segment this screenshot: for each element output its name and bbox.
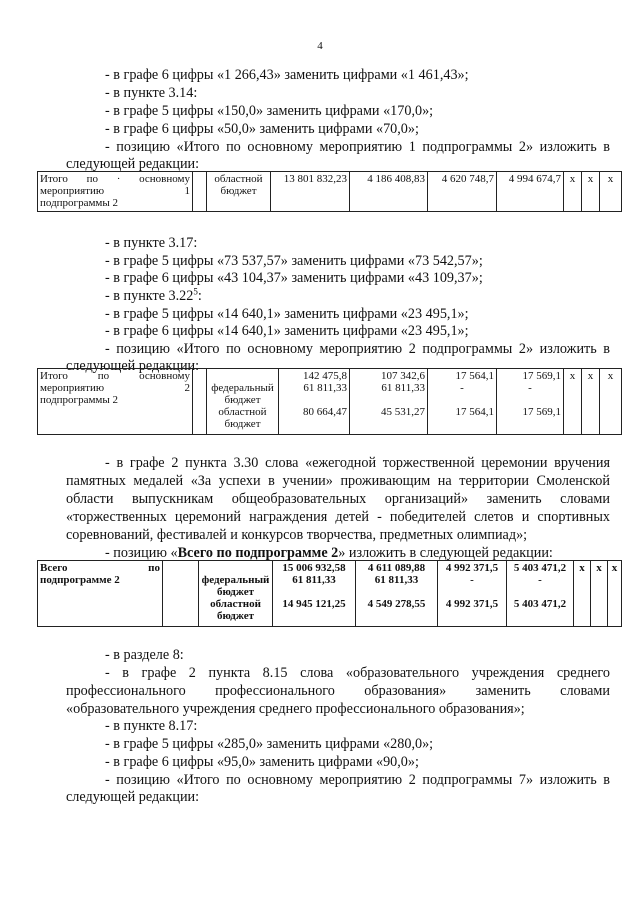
table-row xyxy=(38,369,622,435)
year3-cell: 17 569,1 - 17 569,1 xyxy=(497,369,564,435)
text-line: - позицию «Всего по подпрограмме 2» изложить в следующей редакции: xyxy=(105,545,553,561)
row-title-cell: Итого по основному мероприятию 2 подпрограммы 2 xyxy=(38,369,193,435)
x-cell: х xyxy=(564,172,582,212)
text-line: следующей редакции: xyxy=(66,789,200,805)
text-line: - позицию «Итого по основному мероприятию 2 подпрограммы 7» изложить в xyxy=(105,772,610,788)
year3-cell: 5 403 471,2 - 5 403 471,2 xyxy=(507,561,574,627)
text-line: - в графе 6 цифры «43 104,37» заменить цифрами «43 109,37»; xyxy=(105,270,483,286)
funding-source-cell: областной бюджет xyxy=(207,172,271,212)
text-line: - в пункте 3.22$^5$: xyxy=(105,286,202,304)
text-line: профессионального профессионального образования» заменить словами xyxy=(66,683,610,699)
text-line: - в графе 5 цифры «14 640,1» заменить цифрами «23 495,1»; xyxy=(105,306,469,322)
text-line: области выпускникам общеобразовательных организаций» заменить словами xyxy=(66,491,610,507)
text-line: - в пункте 8.17: xyxy=(105,718,198,734)
x-cell: х xyxy=(582,172,600,212)
text-line: - в графе 6 цифры «14 640,1» заменить цифрами «23 495,1»; xyxy=(105,323,469,339)
x-cell: х xyxy=(608,561,622,627)
table-subtotal-activity-1 xyxy=(37,171,622,212)
row-title-cell: Всего по подпрограмме 2 xyxy=(38,561,163,627)
year1-cell: 107 342,6 61 811,33 45 531,27 xyxy=(350,369,428,435)
text-line: - в графе 5 цифры «285,0» заменить цифрами «280,0»; xyxy=(105,736,434,752)
x-cell: х xyxy=(564,369,582,435)
total-cell: 142 475,8 61 811,33 80 664,47 xyxy=(279,369,350,435)
text-line: следующей редакции: xyxy=(66,156,200,172)
text-line: следующей редакции: xyxy=(66,358,200,374)
text-line: - позицию «Итого по основному мероприятию 2 подпрограммы 2» изложить в xyxy=(105,341,610,357)
row-title-cell: Итого по · основному мероприятию 1 подпрограммы 2 xyxy=(38,172,193,212)
funding-source-cell: федеральный бюджет областной бюджет xyxy=(199,561,273,627)
text-line: - в графе 2 пункта 3.30 слова «ежегодной торжественной церемонии вручения xyxy=(105,455,610,471)
page-number: 4 xyxy=(317,40,323,52)
text-line: - в графе 2 пункта 8.15 слова «образовательного учреждения среднего xyxy=(105,665,610,681)
year2-cell: 17 564,1 - 17 564,1 xyxy=(428,369,497,435)
empty-cell xyxy=(193,172,207,212)
empty-cell xyxy=(163,561,199,627)
text-line: соревнований, фестивалей и конкурсов творчества, предметных олимпиад»; xyxy=(66,527,528,543)
funding-source-cell: федеральный бюджет областной бюджет xyxy=(207,369,279,435)
year3-cell: 4 994 674,7 xyxy=(497,172,564,212)
text-line: - в графе 6 цифры «1 266,43» заменить цифрами «1 461,43»; xyxy=(105,67,469,83)
text-line: памятных медалей «За успехи в учении» проживающим на территории Смоленской xyxy=(66,473,610,489)
text-line: - в пункте 3.14: xyxy=(105,85,198,101)
year1-cell: 4 611 089,88 61 811,33 4 549 278,55 xyxy=(356,561,438,627)
text-line: - в пункте 3.17: xyxy=(105,235,198,251)
table-row xyxy=(38,172,622,212)
text-line: - в графе 6 цифры «50,0» заменить цифрами «70,0»; xyxy=(105,121,419,137)
text-line: - позицию «Итого по основному мероприятию 1 подпрограммы 2» изложить в xyxy=(105,139,610,155)
year1-cell: 4 186 408,83 xyxy=(350,172,428,212)
text-line: «образовательного учреждения среднего профессионального образования»; xyxy=(66,701,525,717)
table-total-subprogram-2 xyxy=(37,560,622,627)
x-cell: х xyxy=(600,172,622,212)
total-cell: 15 006 932,58 61 811,33 14 945 121,25 xyxy=(273,561,356,627)
text-line: - в графе 5 цифры «150,0» заменить цифрами «170,0»; xyxy=(105,103,434,119)
total-cell: 13 801 832,23 xyxy=(271,172,350,212)
year2-cell: 4 620 748,7 xyxy=(428,172,497,212)
text-line: «торжественных церемоний награждения детей - победителей слетов и спортивных xyxy=(66,509,610,525)
text-line: - в графе 6 цифры «95,0» заменить цифрами «90,0»; xyxy=(105,754,419,770)
x-cell: х xyxy=(574,561,591,627)
year2-cell: 4 992 371,5 - 4 992 371,5 xyxy=(438,561,507,627)
x-cell: х xyxy=(591,561,608,627)
text-line: - в графе 5 цифры «73 537,57» заменить цифрами «73 542,57»; xyxy=(105,253,483,269)
table-subtotal-activity-2 xyxy=(37,368,622,435)
x-cell: х xyxy=(582,369,600,435)
table-row xyxy=(38,561,622,627)
empty-cell xyxy=(193,369,207,435)
x-cell: х xyxy=(600,369,622,435)
text-line: - в разделе 8: xyxy=(105,647,184,663)
